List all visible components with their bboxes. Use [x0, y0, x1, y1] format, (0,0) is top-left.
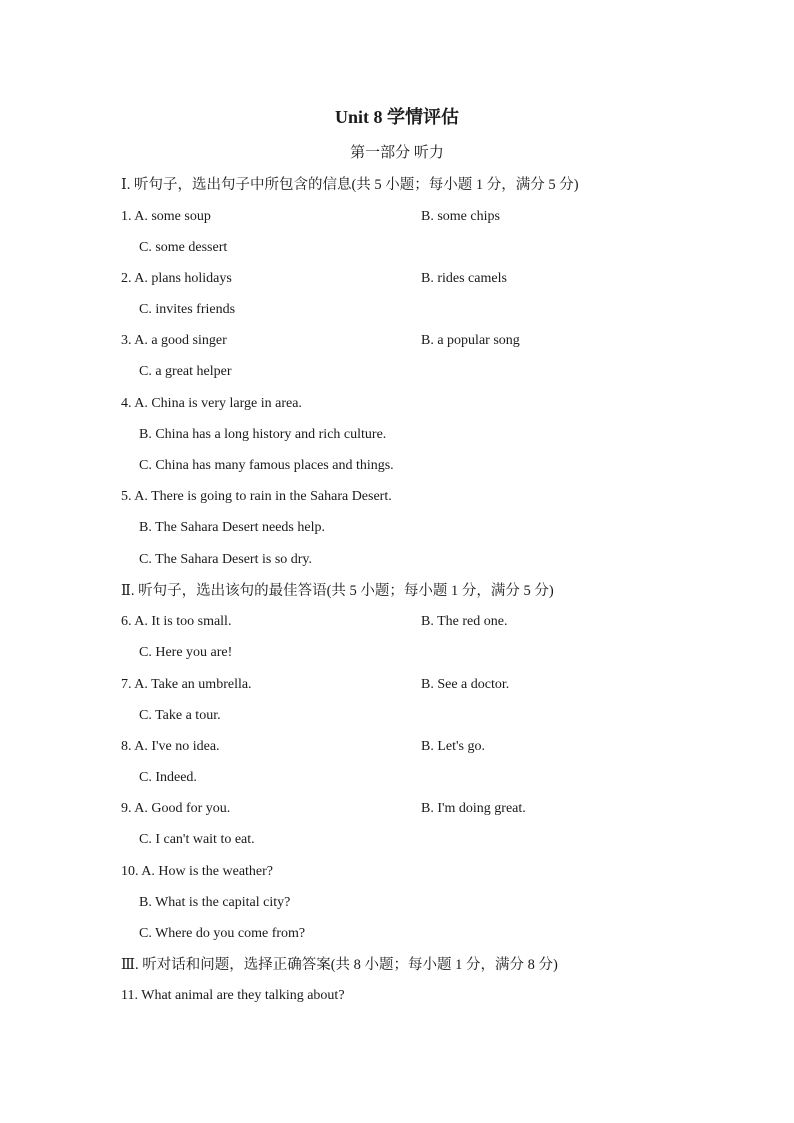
question-1-option-a: 1. A. some soup: [121, 209, 211, 224]
question-2-option-c: C. invites friends: [139, 302, 236, 317]
question-7-option-a: 7. A. Take an umbrella.: [121, 677, 252, 692]
question-10-option-a: 10. A. How is the weather?: [121, 864, 274, 879]
question-3-option-c: C. a great helper: [139, 364, 232, 379]
question-1-option-c: C. some dessert: [139, 240, 228, 255]
question-4-option-a: 4. A. China is very large in area.: [121, 396, 302, 411]
section-heading-1: Ⅰ. 听句子，选出句子中所包含的信息(共 5 小题；每小题 1 分，满分 5 分): [121, 177, 579, 193]
question-9-option-a: 9. A. Good for you.: [121, 801, 231, 816]
question-8-option-b: B. Let's go.: [421, 739, 485, 754]
question-3-option-b: B. a popular song: [421, 333, 520, 348]
question-3-option-a: 3. A. a good singer: [121, 333, 227, 348]
question-4-option-b: B. China has a long history and rich culture.: [139, 427, 387, 442]
question-8-option-c: C. Indeed.: [139, 770, 197, 785]
question-6-option-b: B. The red one.: [421, 614, 508, 629]
question-5-option-b: B. The Sahara Desert needs help.: [139, 520, 325, 535]
question-5-option-c: C. The Sahara Desert is so dry.: [139, 552, 313, 567]
question-7-option-b: B. See a doctor.: [421, 677, 510, 692]
part-heading: 第一部分 听力: [350, 145, 444, 161]
question-11-stem: 11. What animal are they talking about?: [121, 988, 345, 1003]
question-10-option-b: B. What is the capital city?: [139, 895, 291, 910]
question-10-option-c: C. Where do you come from?: [139, 926, 306, 941]
question-2-option-b: B. rides camels: [421, 271, 507, 286]
question-8-option-a: 8. A. I've no idea.: [121, 739, 220, 754]
section-heading-3: Ⅲ. 听对话和问题，选择正确答案(共 8 小题；每小题 1 分，满分 8 分): [121, 957, 558, 973]
question-7-option-c: C. Take a tour.: [139, 708, 221, 723]
section-heading-2: Ⅱ. 听句子，选出该句的最佳答语(共 5 小题；每小题 1 分，满分 5 分): [121, 583, 554, 599]
question-4-option-c: C. China has many famous places and things.: [139, 458, 394, 473]
question-5-option-a: 5. A. There is going to rain in the Sahara Desert.: [121, 489, 392, 504]
question-2-option-a: 2. A. plans holidays: [121, 271, 232, 286]
question-6-option-a: 6. A. It is too small.: [121, 614, 232, 629]
question-1-option-b: B. some chips: [421, 209, 500, 224]
exam-title: Unit 8 学情评估: [334, 107, 459, 127]
question-9-option-b: B. I'm doing great.: [421, 801, 526, 816]
question-9-option-c: C. I can't wait to eat.: [139, 832, 255, 847]
question-6-option-c: C. Here you are!: [139, 645, 233, 660]
